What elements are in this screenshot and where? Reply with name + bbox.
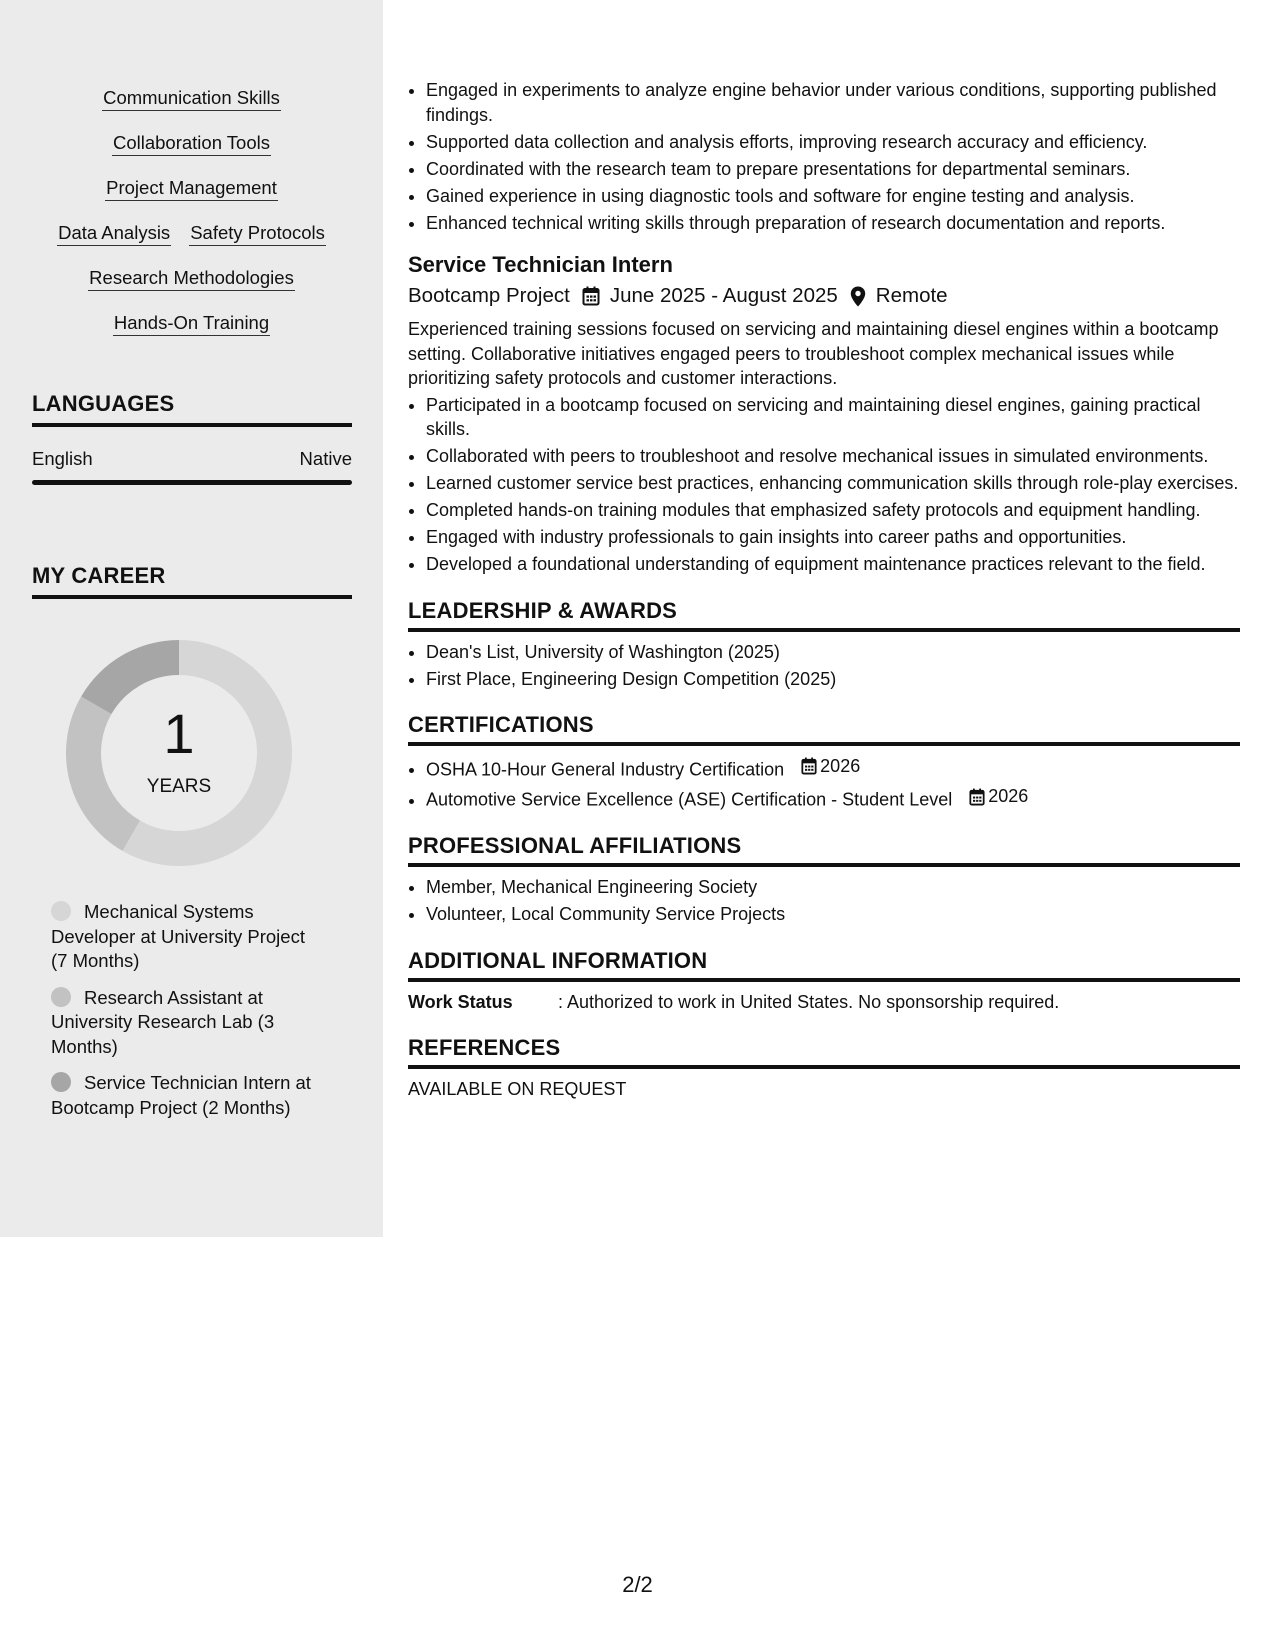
certification-item — [426, 784, 1240, 812]
certification-name: OSHA 10-Hour General Industry Certification — [426, 759, 785, 780]
languages-heading: LANGUAGES — [32, 391, 352, 427]
bullet-item: • Collaborated with peers to troubleshoot and resolve mechanical issues in simulated environments. — [426, 444, 1240, 469]
affiliations-list — [408, 875, 1240, 927]
skills-list — [0, 86, 383, 356]
bullet-item: • Engaged with industry professionals to gain insights into career paths and opportunities. — [426, 525, 1240, 550]
previous-job-bullets — [408, 78, 1240, 235]
bullet-item: • Supported data collection and analysis efforts, improving research accuracy and efficiency. — [426, 130, 1240, 155]
skill-tag: Project Management — [105, 176, 278, 201]
job-dates: June 2025 - August 2025 — [609, 284, 838, 307]
career-entry-text: Research Assistant at University Research Lab (3 Months) — [51, 986, 275, 1057]
skill-tag: Communication Skills — [102, 86, 281, 111]
award-item: • Dean's List, University of Washington (2025) — [426, 640, 1240, 665]
legend-dot — [51, 987, 71, 1007]
skill-row — [0, 86, 383, 131]
skill-tag: Data Analysis — [57, 221, 171, 246]
job-location: Remote — [875, 284, 948, 307]
language-row — [32, 448, 352, 470]
job-meta — [408, 281, 1240, 311]
work-status-value: : Authorized to work in United States. No sponsorship required. — [558, 991, 1060, 1012]
skill-row — [0, 266, 383, 311]
calendar-icon — [582, 286, 600, 306]
language-level-bar — [32, 480, 352, 485]
calendar-icon — [801, 757, 817, 775]
work-status-label: Work Status — [408, 991, 513, 1012]
skill-row — [0, 176, 383, 221]
job-company: Bootcamp Project — [408, 284, 570, 307]
career-legend — [51, 900, 321, 1132]
skill-row — [0, 221, 383, 266]
awards-list — [408, 640, 1240, 692]
certification-name: Automotive Service Excellence (ASE) Certification - Student Level — [426, 789, 953, 810]
certification-year-text: 2026 — [820, 756, 861, 776]
bullet-item: • Learned customer service best practices, enhancing communication skills through role-play exercises. — [426, 471, 1240, 496]
affiliation-item: • Volunteer, Local Community Service Projects — [426, 902, 1240, 927]
bullet-item: • Participated in a bootcamp focused on servicing and maintaining diesel engines, gaining practical skills. — [426, 393, 1240, 442]
bullet-item: • Coordinated with the research team to prepare presentations for departmental seminars. — [426, 157, 1240, 182]
job-title: Service Technician Intern — [408, 252, 673, 277]
bullet-item: • Engaged in experiments to analyze engine behavior under various conditions, supporting published findings. — [426, 78, 1240, 127]
skill-tag: Safety Protocols — [189, 221, 326, 246]
career-heading: MY CAREER — [32, 563, 352, 599]
affiliations-heading: PROFESSIONAL AFFILIATIONS — [408, 832, 1240, 867]
references-heading: REFERENCES — [408, 1034, 1240, 1069]
legend-dot — [51, 1072, 71, 1092]
skill-tag: Research Methodologies — [88, 266, 295, 291]
bullet-item: • Completed hands-on training modules that emphasized safety protocols and equipment handling. — [426, 498, 1240, 523]
certification-year-text: 2026 — [988, 786, 1029, 807]
main-content — [408, 78, 1240, 1101]
skill-row — [0, 131, 383, 176]
certifications-list — [408, 754, 1240, 812]
career-legend-item — [51, 986, 321, 1060]
career-total-unit: YEARS — [146, 776, 212, 797]
legend-dot — [51, 901, 71, 921]
calendar-icon — [969, 788, 985, 806]
certification-year — [969, 784, 1028, 809]
job-bullets — [408, 393, 1240, 577]
bullet-item: • Gained experience in using diagnostic tools and software for engine testing and analysis. — [426, 184, 1240, 209]
page-number: 2/2 — [622, 1572, 653, 1597]
career-entry-text: Mechanical Systems Developer at University Project (7 Months) — [51, 901, 305, 971]
sidebar — [0, 0, 383, 1237]
awards-heading: LEADERSHIP & AWARDS — [408, 597, 1240, 632]
career-entry-text: Service Technician Intern at Bootcamp Project (2 Months) — [51, 1072, 311, 1118]
certifications-heading: CERTIFICATIONS — [408, 711, 1240, 746]
career-legend-item — [51, 1071, 321, 1120]
additional-info-heading: ADDITIONAL INFORMATION — [408, 947, 1240, 982]
affiliation-item: • Member, Mechanical Engineering Society — [426, 875, 1240, 900]
certification-year — [801, 754, 860, 779]
work-status-row — [408, 990, 1240, 1014]
career-legend-item — [51, 900, 321, 974]
skill-row — [0, 311, 383, 356]
language-name: English — [32, 448, 93, 469]
career-total-number: 1 — [163, 702, 195, 765]
certification-item — [426, 754, 1240, 782]
language-level: Native — [299, 448, 352, 469]
bullet-item: • Enhanced technical writing skills through preparation of research documentation and reports. — [426, 211, 1240, 236]
award-item: • First Place, Engineering Design Competition (2025) — [426, 667, 1240, 692]
location-pin-icon — [850, 286, 866, 307]
job-description: Experienced training sessions focused on servicing and maintaining diesel engines within a bootcamp setting. Collaborative initiatives engaged peers to troubleshoot complex mechanical issues while prioritizing safety protocols and customer interactions. — [408, 319, 1219, 388]
skill-tag: Hands-On Training — [113, 311, 270, 336]
bullet-item: • Developed a foundational understanding of equipment maintenance practices relevant to the field. — [426, 552, 1240, 577]
references-text: AVAILABLE ON REQUEST — [408, 1078, 627, 1099]
skill-tag: Collaboration Tools — [112, 131, 271, 156]
